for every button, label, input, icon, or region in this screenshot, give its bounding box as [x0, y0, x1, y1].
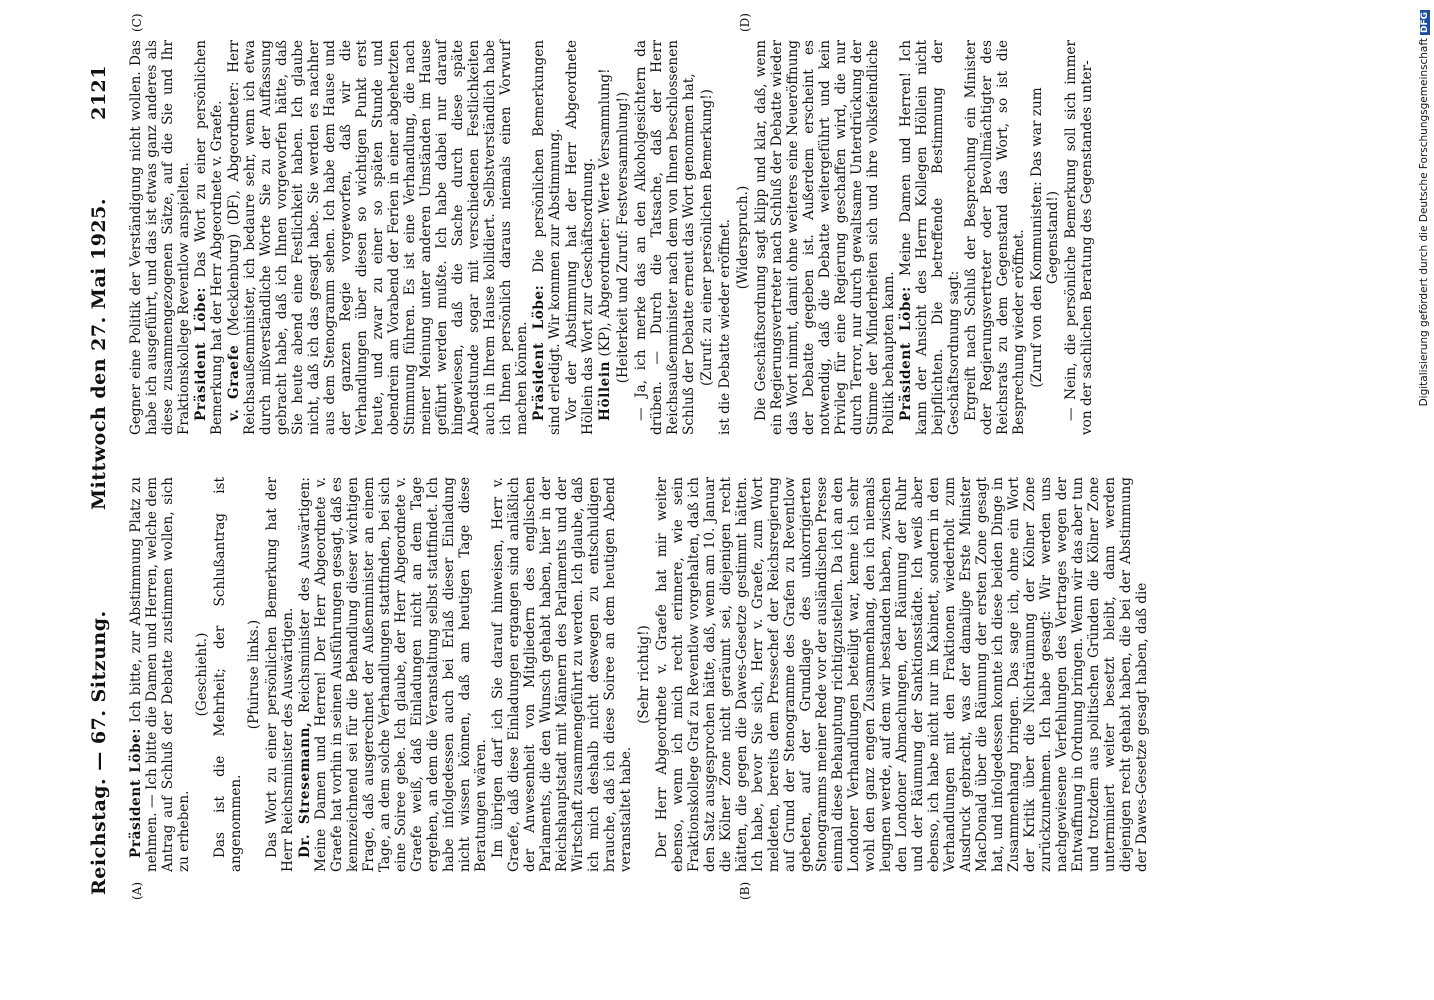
- right-column: [128, 40, 1096, 435]
- header-session: Reichstag. — 67. Sitzung.: [88, 610, 110, 895]
- paragraph-text: Der Herr Abgeordnete v. Graefe hat mir weiter ebenso, wenn ich mich recht erinnere, wie sein Fraktionskollege Graf zu Reventlow vorgehalten, daß ich den Satz ausgesprochen hätte, daß, wenn am 10. Januar die Kölner Zone nicht geräumt sei, diejenigen recht hätten, die gegen die Dawes-Gesetze gestimmt hätten. Ich habe, bevor Sie sich, Herr v. Graefe, zum Wort meldeten, bereits dem Pressechef der Reichsregierung auf Grund der Stenogramme des Grafen zu Reventlow gebeten, auf der Grundlage des unkorrigierten Stenogramms meiner Rede vor der ausländischen Presse einmal diese Behauptung richtigzustellen. Da ich an den Londoner Verhandlungen beteiligt war, kenne ich sehr wohl den ganz engen Zusammenhang, den ich niemals leugnen werde, auf dem wir bestanden haben, zwischen den Londoner Abmachungen, der Räumung der Ruhr und der Räumung der Sanktionsstädte. Ich weiß aber ebenso, ich habe nicht nur im Kabinett, sondern in den Verhandlungen mit den Fraktionen wiederholt zum Ausdruck gebracht, was der damalige Erste Minister MacDonald über die Räumung der ersten Zone gesagt hat, und infolgedessen konnte ich diese beiden Dinge in Zusammenhang bringen. Das sage ich, ohne ein Wort der Kritik über die Nichträumung der Kölner Zone zurückzunehmen. Ich habe gesagt: Wir werden uns nachgewiesene Verfehlungen des Vertrages wegen der Entwaffnung in Ordnung bringen. Wenn wir das aber tun und trotzdem aus politischen Gründen die Kölner Zone unterminiert weiter besetzt bleibt, dann werden diejenigen recht gehabt haben, die bei der Abstimmung der Dawes-Gesetze gesagt haben, daß die: [654, 477, 1150, 872]
- paragraph-text: Reichsminister des Auswärtigen: Meine Damen und Herren! Der Herr Abgeordnete v. Graefe hat vorhin in seinen Ausführungen gesagt, daß es kennzeichnend sei für die Behandlung dieser wichtigen Frage, daß ausgerechnet der Außenminister an einem Tage, an dem solche Verhandlungen stattfinden, bei sich eine Soiree gebe. Ich glaube, der Herr Abgeordnete v. Graefe weiß, daß Einladungen nicht an dem Tage ergehen, an dem die Veranstaltung selbst stattfindet. Ich habe infolgedessen auch bei Erlaß dieser Einladung nicht wissen können, daß am heutigen Tage diese Beratungen wären.: [297, 477, 489, 872]
- dfg-footer-text: Digitalisierung gefördert durch die Deutsche Forschungsgemeinschaft: [1418, 38, 1430, 407]
- left-column: [128, 477, 1151, 872]
- interjection: (Heiterkeit und Zuruf: Festversammlung!): [615, 91, 631, 384]
- speaker-name: Dr. Stresemann,: [297, 721, 313, 858]
- speaker-name: Präsident Löbe:: [531, 284, 547, 421]
- margin-marker-a: (A): [130, 881, 144, 900]
- paragraph: [128, 477, 192, 872]
- interjection: (Zuruf: zu einer persönlichen Bemerkung!): [699, 89, 715, 386]
- paragraph: [490, 477, 634, 872]
- header-date: Mittwoch den 27. Mai 1925.: [88, 198, 110, 510]
- paragraph-text: (Mecklenburg) (DF), Abgeordneter: Herr Reichsaußenminister, ich bedaure sehr, wenn ich etwa durch mißverständliche Worte Sie zu der Auffassung gebracht habe, daß ich Ihnen vorgeworfen hätte, daß Sie heute abend eine Festlichkeit haben. Ich glaube nicht, daß ich das gesagt habe. Sie werden es nachher aus dem Stenogramm sehen. Ich habe dem Hause und der ganzen Regie vorgeworfen, daß wir die Verhandlungen über diesen so wichtigen Punkt erst heute, und zwar zu einer so späten Stunde und obendrein am Vorabend der Ferien in einer abgehetzten Stimmung führen. Es ist eine Verhandlung, die nach meiner Meinung unter anderen Umständen im Hause geführt werden mußte. Ich habe dabei nur darauf hingewiesen, daß die Sache durch diese späte Abendstunde sogar mit verschiedenen Festlichkeiten auch in Ihrem Hause kollidiert. Selbstverständlich habe ich Ihnen persönlich daraus niemals einen Vorwurf machen können.: [226, 40, 530, 435]
- margin-marker-d: (D): [738, 13, 752, 32]
- speaker-name: Präsident Löbe:: [193, 287, 209, 421]
- paragraph: [633, 40, 697, 435]
- paragraph-text: Die Geschäftsordnung sagt klipp und klar, daß, wenn ein Regierungsvertreter nach Schluß der Debatte wieder das Wort nimmt, damit ohne weiteres eine Neueröffnung der Debatte gegeben ist. Außerdem erscheint es notwendig, daß die Debatte weitergeführt und kein Privileg für eine Regierung geschaffen wird, die nur durch Terror, nur durch gewaltsame Unterdrückung der Stimme der Minderheiten sich und ihre volksfeindliche Politik behaupten kann.: [753, 40, 897, 435]
- paragraph-text: Die persönlichen Bemerkungen sind erledigt. Wir kommen zur Abstimmung.: [531, 40, 563, 435]
- paragraph: [531, 40, 563, 435]
- interjection: (Zuruf von den Kommunisten: Das war zum Gegenstand!): [1029, 87, 1061, 388]
- paragraph-text: — Nein, die persönliche Bemerkung soll sich immer von der sachlichen Beratung des Gegenstandes unter-: [1063, 40, 1095, 435]
- paragraph: [1063, 40, 1095, 435]
- paragraph-text: Ich bitte, zur Abstimmung Platz zu nehmen. — Ich bitte die Damen und Herren, welche dem Antrag auf Schluß der Debatte zustimmen wollen, sich zu erheben.: [128, 476, 192, 872]
- paragraph: [264, 477, 296, 872]
- paragraph-text: Das Wort zu einer persönlichen Bemerkung hat der Herr Abgeordnete v. Graefe.: [193, 40, 225, 435]
- interjection: (Widerspruch.): [735, 185, 751, 290]
- dfg-footer: [1418, 10, 1432, 990]
- paragraph: [717, 40, 733, 435]
- paragraph: [212, 477, 244, 872]
- header-page-number: 2121: [88, 65, 110, 120]
- paragraph: [963, 40, 1027, 435]
- paragraph-text: — Ja, ich merke das an den Alkoholgesichtern da drüben. — Durch die Tatsache, daß der Herr Reichsaußenminister nach dem von Ihnen beschlossenen Schluß der Debatte erneut das Wort genommen hat,: [633, 40, 697, 435]
- interjection: (Geschieht.): [194, 632, 210, 717]
- speaker-name: v. Graefe: [226, 344, 242, 421]
- paragraph: [597, 40, 613, 435]
- margin-marker-b: (B): [738, 881, 752, 900]
- paragraph-text: Vor der Abstimmung hat der Herr Abgeordnete Höllein das Wort zur Geschäftsordnung.: [564, 40, 596, 435]
- paragraph-text: Im übrigen darf ich Sie darauf hinweisen, Herr v. Graefe, daß diese Einladungen ergangen sind anläßlich der Anwesenheit von Mitgliedern des englischen Parlaments, die den Wunsch gehabt haben, hier in der Reichshauptstadt mit Männern des Parlaments und der Wirtschaft zusammengeführt zu werden. Ich glaube, daß ich mich deshalb nicht deswegen zu entschuldigen brauche, daß ich diese Soiree an dem heutigen Abend veranstaltet habe.: [490, 477, 634, 872]
- paragraph-text: Das Wort zu einer persönlichen Bemerkung hat der Herr Reichsminister des Auswärtigen.: [264, 477, 296, 872]
- paragraph-text: ist die Debatte wieder eröffnet.: [717, 218, 733, 435]
- paragraph: [753, 40, 897, 435]
- paragraph: [898, 40, 962, 435]
- paragraph: [564, 40, 596, 435]
- margin-marker-c: (C): [130, 13, 144, 32]
- paragraph: [193, 40, 225, 435]
- interjection: (Sehr richtig!): [636, 625, 652, 724]
- paragraph-text: Gegner eine Politik der Verständigung nicht wollen. Das habe ich ausgeführt, und das ist etwas ganz anderes als diese zusammengezogenen Sätze, auf die Sie und Ihr Fraktionskollege Reventlow anspielten.: [128, 40, 192, 435]
- speaker-name: Höllein: [597, 360, 613, 421]
- paragraph-text: Das ist die Mehrheit; der Schlußantrag ist angenommen.: [212, 477, 244, 872]
- dfg-logo: DFG: [1420, 12, 1430, 34]
- paragraph-text: Meine Damen und Herren! Ich kann der Ansicht des Herrn Kollegen Höllein nicht beipflichten. Die betreffende Bestimmung der Geschäftsordnung sagt:: [898, 40, 962, 435]
- speaker-name: Präsident Löbe:: [898, 286, 914, 421]
- interjection: (Pfuiruse links.): [246, 619, 262, 730]
- paragraph: [226, 40, 530, 435]
- page-header: [88, 65, 118, 895]
- speaker-name: Präsident Löbe:: [128, 727, 144, 858]
- paragraph: [654, 477, 1150, 872]
- paragraph: [128, 40, 192, 435]
- paragraph-text: Ergreift nach Schluß der Besprechung ein Minister oder Regierungsvertreter oder Bevollmächtigter des Reichsrats zu dem Gegenstand das Wort, so ist die Besprechung wieder eröffnet.: [963, 40, 1027, 435]
- paragraph-text: (KP), Abgeordneter: Werte Versammlung!: [597, 68, 613, 361]
- paragraph: [297, 477, 489, 872]
